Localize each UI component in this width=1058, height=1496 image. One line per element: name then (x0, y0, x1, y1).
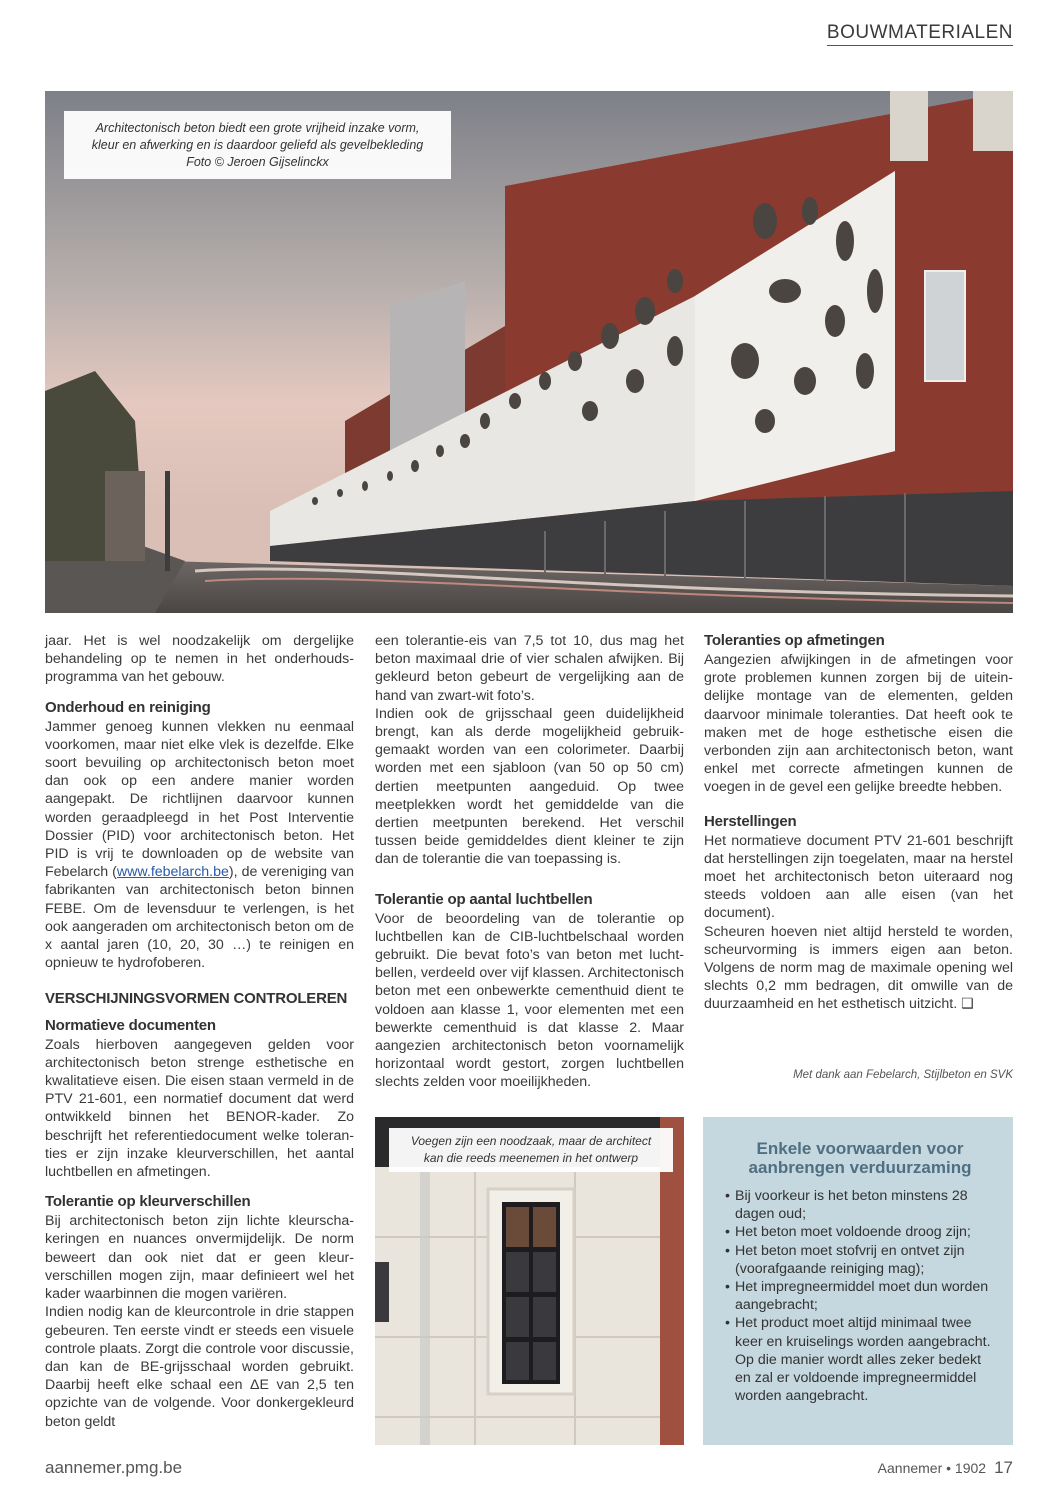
hero-caption (64, 111, 451, 179)
heading-verschijningsvormen: VERSCHIJNINGSVORMEN CONTROLEREN (45, 990, 348, 1008)
credit-line: Met dank aan Febelarch, Stijlbeton en SVK (793, 1069, 1013, 1081)
column-3 (704, 632, 1013, 1014)
hero-caption-line-2: kleur en afwerking en is daardoor geliefd als gevelbekleding (91, 138, 424, 152)
bullet-icon: • (725, 1224, 730, 1241)
bullet-icon: • (725, 1188, 730, 1204)
facade-caption-line-1: Voegen zijn een noodzaak, maar de architect (410, 1134, 652, 1148)
list-item: • Het product moet altijd minimaal twee keer en kruiselings worden aangebracht. Op die manier wordt alles zeker bedekt en zal er voldoende impregneermiddel worden aangebracht. (725, 1315, 991, 1405)
magazine-issue: Aannemer • 1902 (877, 1460, 987, 1476)
heading-kleurverschillen: Tolerantie op kleurverschillen (45, 1193, 251, 1211)
list-item: • Bij voorkeur is het beton minstens 28 dagen oud; (725, 1188, 968, 1223)
bullet-icon: • (725, 1315, 730, 1332)
col1-normatief-text: Zoals hierboven aangegeven gelden voor architectonisch beton strenge esthetische en kwalitatieve eisen. Die eisen staan vermeld in de PTV 21-601, een normatief document dat werd ontwikkeld binnen het BENOR-kader. Zo beschrijft het referentiedocument welke toleranties er zijn inzake kleurverschillen, het aantal luchtbellen en afmetingen. (45, 1036, 354, 1181)
col1-kleur-text-a: Bij architectonisch beton zijn lichte kleurschakeringen en nuances onvermijdelijk. De norm beweert dan ook niet dat er geen kleurverschillen mogen zijn, maar definieert wel het kader waarbinnen die mogen variëren. (45, 1213, 354, 1303)
col2-text-a: een tolerantie-eis van 7,5 tot 10, dus mag het beton maximaal drie of vier schalen afwijken. Bij gekleurd beton gebeurt de vergelijking aan de hand van zwart-wit foto’s. (375, 633, 684, 704)
column-1 (45, 632, 354, 1431)
heading-herstellingen: Herstellingen (704, 812, 797, 830)
hero-caption-line-3: Foto © Jeroen Gijselinckx (186, 155, 329, 169)
col1-onderhoud-text: Jammer genoeg kunnen vlekken nu eenmaal voorkomen, maar niet elke vlek is dezelfde. Elke soort bevuiling op architectonisch beton moet dan ook op een andere manier worden aangepakt. De richtlijnen daarvoor kunnen worden geraadpleegd in het Post Interventie Dossier (PID) voor architectonisch beton. Het PID is vrij te downloaden op de website van Febelarch (www.febelarch.be), de vereniging van fabrikanten van architectonisch beton binnen FEBE. Om de levensduur te verlengen, is het ook aangeraden om architectonisch beton om de x aantal jaren (10, 20, 30 …) te reinigen en opnieuw te hydrofoberen. (45, 718, 354, 972)
conditions-title: Enkele voorwaarden voor aanbrengen verduurzaming (748, 1139, 972, 1177)
col2-luchtbellen-text: Voor de beoordeling van de tolerantie op luchtbellen kan de CIB-luchtbelschaal worden gebruikt. Die bevat foto’s van beton met luchtbellen, verdeeld over vijf klassen. Architectonisch beton met een onbewerkte cementhuid dient te voldoen aan klasse 1, voor elementen met een bewerkte cementhuid is dat klasse 2. Maar aangezien architectonisch beton voornamelijk horizontaal wordt gestort, zorgen luchtbellen slechts zelden voor moeilijkheden. (375, 910, 684, 1091)
col3-herstellingen-text-b: Scheuren hoeven niet altijd hersteld te worden, scheurvorming is immers eigen aan beton. Volgens de norm mag de maximale opening wel slechts 0,2 mm bedragen, dit omwille van de duurzaamheid en het esthetisch uitzicht. ❑ (704, 923, 1013, 1013)
column-2 (375, 632, 684, 1092)
col3-herstellingen-text-a: Het normatieve document PTV 21-601 beschrijft dat herstellingen zijn toegelaten, maar na herstel moet het architectonisch beton uiteraard nog steeds voldoen aan alle eisen (van het document). (704, 832, 1013, 922)
hero-caption-line-1: Architectonisch beton biedt een grote vrijheid inzake vorm, (95, 121, 420, 135)
heading-onderhoud: Onderhoud en reiniging (45, 698, 211, 716)
hero-photo (45, 91, 1013, 613)
bullet-icon: • (725, 1242, 730, 1259)
col1-kleur-text-b: Indien nodig kan de kleurcontrole in drie stappen gebeuren. Ten eerste vindt er steeds een visuele controle plaats. Zorgt die controle voor discussie, dan kan de BE-grijsschaal worden gebruikt. Daarbij heeft elke schaal een ΔE van 2,5 ten opzichte van de volgende. Voor donkergekleurd beton geldt (45, 1304, 354, 1430)
page-number: 17 (994, 1458, 1013, 1477)
heading-luchtbellen: Tolerantie op aantal luchtbellen (375, 890, 593, 908)
section-header: BOUWMATERIALEN (827, 22, 1013, 46)
facade-caption (389, 1128, 673, 1172)
footer-url[interactable]: aannemer.pmg.be (45, 1458, 183, 1477)
list-item: • Het impregneermiddel moet dun worden aangebracht; (725, 1279, 989, 1314)
bullet-icon: • (725, 1279, 730, 1296)
conditions-box (703, 1117, 1013, 1445)
col2-text-b: Indien ook de grijsschaal geen duidelijkheid brengt, kan als derde mogelijkheid gebruikgemaakt worden van een colorimeter. Daarbij worden met een sjabloon (van 50 op 50 cm) dertien meetpunten aangeduid. Op twee meetplekken wordt het gemiddelde van die dertien meetpunten berekend. Het verschil tussen beide gemiddeldes dient kleiner te zijn dan de tolerantie die van toepassing is. (375, 705, 684, 868)
conditions-list (725, 1187, 995, 1405)
footer-issue (878, 1458, 1013, 1478)
list-item: • Het beton moet voldoende droog zijn; (725, 1224, 971, 1241)
col3-toleranties-text: Aangezien afwijkingen in de afmetingen voor grote problemen kunnen zorgen bij de uiteindelijke montage van de elementen, gelden daarvoor minimale toleranties. Dat heeft ook te maken met de hoge esthetische eisen die verbonden zijn aan architectonisch beton, want enkel met correcte afmetingen kunnen de voegen in de gevel een gelijke breedte hebben. (704, 652, 1013, 796)
col1-intro: jaar. Het is wel noodzakelijk om dergelijke behandeling op te nemen in het onderhoudsprogramma van het gebouw. (45, 633, 354, 686)
febelarch-link[interactable]: www.febelarch.be (116, 864, 229, 881)
list-item: • Het beton moet stofvrij en ontvet zijn (voorafgaande reiniging mag); (725, 1242, 965, 1277)
facade-photo (375, 1117, 684, 1445)
heading-toleranties-afmetingen: Toleranties op afmetingen (704, 632, 885, 649)
heading-normatief: Normatieve documenten (45, 1016, 216, 1034)
facade-caption-line-2: kan die reeds meenemen in het ontwerp (423, 1151, 639, 1165)
